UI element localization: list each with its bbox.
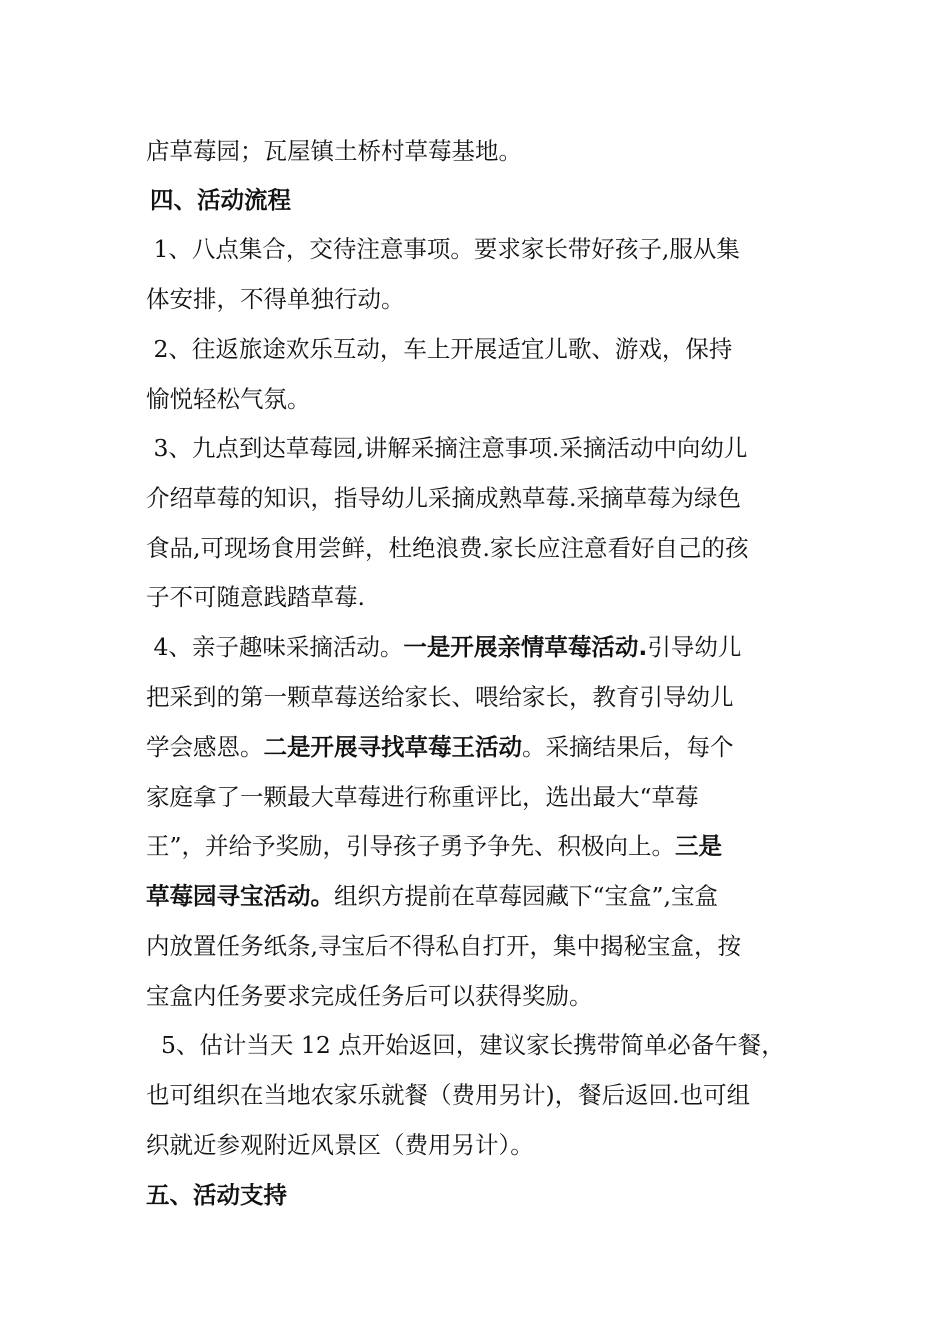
item4-line2: 把采到的第一颗草莓送给家长、喂给家长，教育引导幼儿 — [146, 683, 734, 711]
item4-line1-prefix: 4、亲子趣味采摘活动。 — [146, 633, 404, 661]
item4-line1 — [146, 632, 741, 662]
item4-line1-suffix: 引导幼儿 — [647, 633, 742, 661]
item5-line1: 5、估计当天 12 点开始返回，建议家长携带简单必备午餐， — [146, 1031, 785, 1059]
item4-line5 — [146, 831, 722, 861]
item1-line1: 1、八点集合，交待注意事项。要求家长带好孩子,服从集 — [146, 235, 740, 263]
item4-line6-suffix: 组织方提前在草莓园藏下“宝盒”,宝盒 — [334, 882, 718, 910]
item3-line2: 介绍草莓的知识，指导幼儿采摘成熟草莓.采摘草莓为绿色 — [146, 484, 741, 512]
item4-activity3-bold-start: 三是 — [675, 832, 723, 860]
item2-line1: 2、往返旅途欢乐互动，车上开展适宜儿歌、游戏，保持 — [146, 335, 733, 363]
item3-line4: 子不可随意践踏草莓. — [146, 583, 365, 611]
item4-activity2-bold: 二是开展寻找草莓王活动 — [263, 733, 522, 761]
item4-line6 — [146, 881, 718, 911]
item4-line5-prefix: 王”，并给予奖励，引导孩子勇予争先、积极向上。 — [146, 832, 676, 860]
item2-line2: 愉悦轻松气氛。 — [146, 385, 311, 413]
item3-line3: 食品,可现场食用尝鲜，杜绝浪费.家长应注意看好自己的孩 — [146, 534, 749, 562]
item4-line8: 宝盒内任务要求完成任务后可以获得奖励。 — [146, 982, 593, 1010]
item4-line4: 家庭拿了一颗最大草莓进行称重评比，选出最大“草莓 — [146, 783, 699, 811]
section5-heading: 五、活动支持 — [146, 1181, 287, 1209]
intro-tail-line: 店草莓园；瓦屋镇土桥村草莓基地。 — [146, 137, 522, 165]
item4-line7: 内放置任务纸条,寻宝后不得私自打开，集中揭秘宝盒，按 — [146, 932, 741, 960]
item5-line3: 织就近参观附近风景区（费用另计）。 — [146, 1131, 534, 1159]
item4-line3-prefix: 学会感恩。 — [146, 733, 264, 761]
item1-line2: 体安排，不得单独行动。 — [146, 285, 405, 313]
item5-line2: 也可组织在当地农家乐就餐（费用另计)，餐后返回.也可组 — [146, 1081, 751, 1109]
item4-activity1-bold: 一是开展亲情草莓活动. — [403, 633, 648, 661]
item4-activity3-bold-end: 草莓园寻宝活动。 — [146, 882, 334, 910]
section4-heading: 四、活动流程 — [150, 186, 291, 214]
item4-line3-suffix: 。采摘结果后，每个 — [522, 733, 734, 761]
item3-line1: 3、九点到达草莓园,讲解采摘注意事项.采摘活动中向幼儿 — [146, 434, 748, 462]
item4-line3 — [146, 732, 734, 762]
